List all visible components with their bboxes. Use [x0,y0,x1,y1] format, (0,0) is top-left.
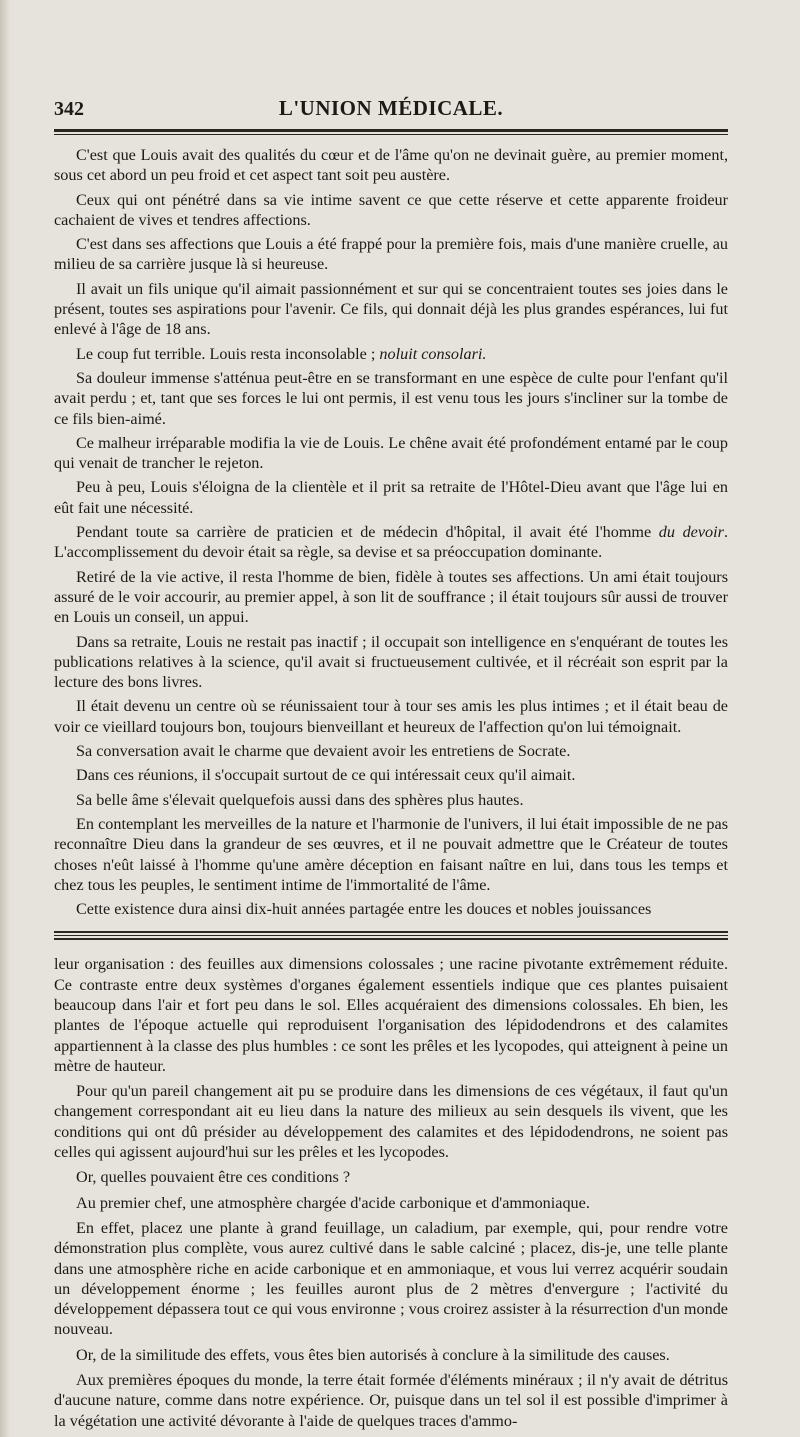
paragraph: Retiré de la vie active, il resta l'homme de bien, fidèle à toutes ses affections. Un ami était toujours assuré de le voir accourir, au premier appel, à son lit de souffrance ; il était toujours sûr aussi de trouver en Louis un conseil, un appui. [54,567,728,627]
paragraph: Dans sa retraite, Louis ne restait pas inactif ; il occupait son intelligence en s'enquérant de toutes les publications relatives à la science, qu'il avait si fructueusement cultivée, et il récréait son esprit par la lecture des bons livres. [54,632,728,692]
paragraph: Au premier chef, une atmosphère chargée d'acide carbonique et d'ammoniaque. [76,1193,590,1212]
paragraph: Or, quelles pouvaient être ces conditions ? [76,1168,351,1187]
paragraph: Sa conversation avait le charme que devaient avoir les entretiens de Socrate. [76,742,571,761]
section-separator [54,931,728,940]
paragraph: Peu à peu, Louis s'éloigna de la clientèle et il prit sa retraite de l'Hôtel-Dieu avant que l'âge lui en eût fait une nécessité. [54,478,728,517]
page-header [54,96,728,121]
paragraph: En contemplant les merveilles de la nature et l'harmonie de l'univers, il lui était impossible de ne pas reconnaître Dieu dans la grandeur de ses œuvres, et il ne pouvait admettre que le Créateur de toutes choses n'eût laissé à l'homme qu'une amère déception en faisant naître en lui, dans tous les temps et chez tous les peuples, le sentiment intime de l'immortalité de l'âme. [54,814,728,894]
paragraph: Sa belle âme s'élevait quelquefois aussi dans des sphères plus hautes. [76,790,524,809]
header-rule-thick [54,129,728,132]
paragraph: C'est que Louis avait des qualités du cœur et de l'âme qu'on ne devinait guère, au premier moment, sous cet abord un peu froid et cet aspect tant soit peu austère. [54,146,728,185]
paragraph: Pendant toute sa carrière de praticien et de médecin d'hôpital, il avait été l'homme du devoir. L'accomplissement du devoir était sa règle, sa devise et sa préoccupation dominante. [54,523,728,562]
paragraph: En effet, placez une plante à grand feuillage, un caladium, par exemple, qui, pour rendre votre démonstration plus complète, vous aurez cultivé dans le sable calciné ; placez, dis-je, une telle plante dans une atmosphère riche en acide carbonique et en ammoniaque, et vous lui verrez acquérir soudain un développement énorme ; les feuilles auront plus de 2 mètres d'envergure ; l'activité du développement dépassera tout ce qui vous environne ; vous croirez assister à la résurrection d'un monde nouveau. [54,1218,728,1339]
obituary-text [54,145,728,919]
paragraph: Dans ces réunions, il s'occupait surtout de ce qui intéressait ceux qu'il aimait. [76,766,576,785]
paragraph: Il était devenu un centre où se réunissaient tour à tour ses amis les plus intimes ; et il était beau de voir ce vieillard toujours bon, toujours bienveillant et heureux de l'affection qu'on lui témoignait. [54,697,728,736]
paragraph: Or, de la similitude des effets, vous êtes bien autorisés à conclure à la similitude des causes. [76,1345,670,1364]
paragraph: leur organisation : des feuilles aux dimensions colossales ; une racine pivotante extrêmement réduite. Ce contraste entre deux systèmes d'organes également essentiels indique que ces plantes puisaient beaucoup dans l'air et fort peu dans le sol. Elles acquéraient des dimensions colossales. Eh bien, les plantes de l'époque actuelle qui reproduisent l'organisation des lépidodendrons et des calamites appartiennent à la classe des plus humbles : ce sont les prêles et les lycopodes, qui atteignent à peine un mètre de hauteur. [54,955,728,1075]
paragraph: Il avait un fils unique qu'il aimait passionnément et sur qui se concentraient toutes ses joies dans le présent, toutes ses aspirations pour l'avenir. Ce fils, qui donnait déjà les plus grandes espérances, lui fut enlevé à l'âge de 18 ans. [54,279,728,339]
paragraph: Ce malheur irréparable modifia la vie de Louis. Le chêne avait été profondément entamé par le coup qui venait de trancher le rejeton. [54,433,728,473]
page-number: 342 [54,98,84,120]
paragraph: Ceux qui ont pénétré dans sa vie intime savent ce que cette réserve et cette apparente froideur cachaient de vives et tendres affections. [54,190,728,229]
header-rule-thin [54,134,728,135]
feuilleton-text [54,954,728,1431]
running-title: L'UNION MÉDICALE. [278,96,504,120]
paragraph: Sa douleur immense s'atténua peut-être en se transformant en une espèce de culte pour l'enfant qu'il avait perdu ; et, tant que ses forces le lui ont permis, il est venu tous les jours s'incliner sur la tombe de ce fils bien-aimé. [54,368,728,428]
paragraph: C'est dans ses affections que Louis a été frappé pour la première fois, mais d'une manière cruelle, au milieu de sa carrière jusque là si heureuse. [54,235,728,274]
paragraph: Le coup fut terrible. Louis resta inconsolable ; noluit consolari. [76,344,487,363]
paragraph: Aux premières époques du monde, la terre était formée d'éléments minéraux ; il n'y avait de détritus d'aucune nature, comme dans notre expérience. Or, puisque dans un tel sol il est possible d'imprimer à la végétation une activité dévorante à l'aide de quelques traces d'ammo- [54,1371,728,1430]
paragraph: Cette existence dura ainsi dix-huit années partagée entre les douces et nobles jouissances [76,900,652,919]
paragraph: Pour qu'un pareil changement ait pu se produire dans les dimensions de ces végétaux, il faut qu'un changement correspondant ait eu lieu dans la nature des milieux au sein desquels ils vivent, que les conditions qui ont dû présider au développement des calamites et des lépidodendrons, ne soient pas celles qui agissent aujourd'hui sur les prêles et les lycopodes. [54,1082,728,1162]
